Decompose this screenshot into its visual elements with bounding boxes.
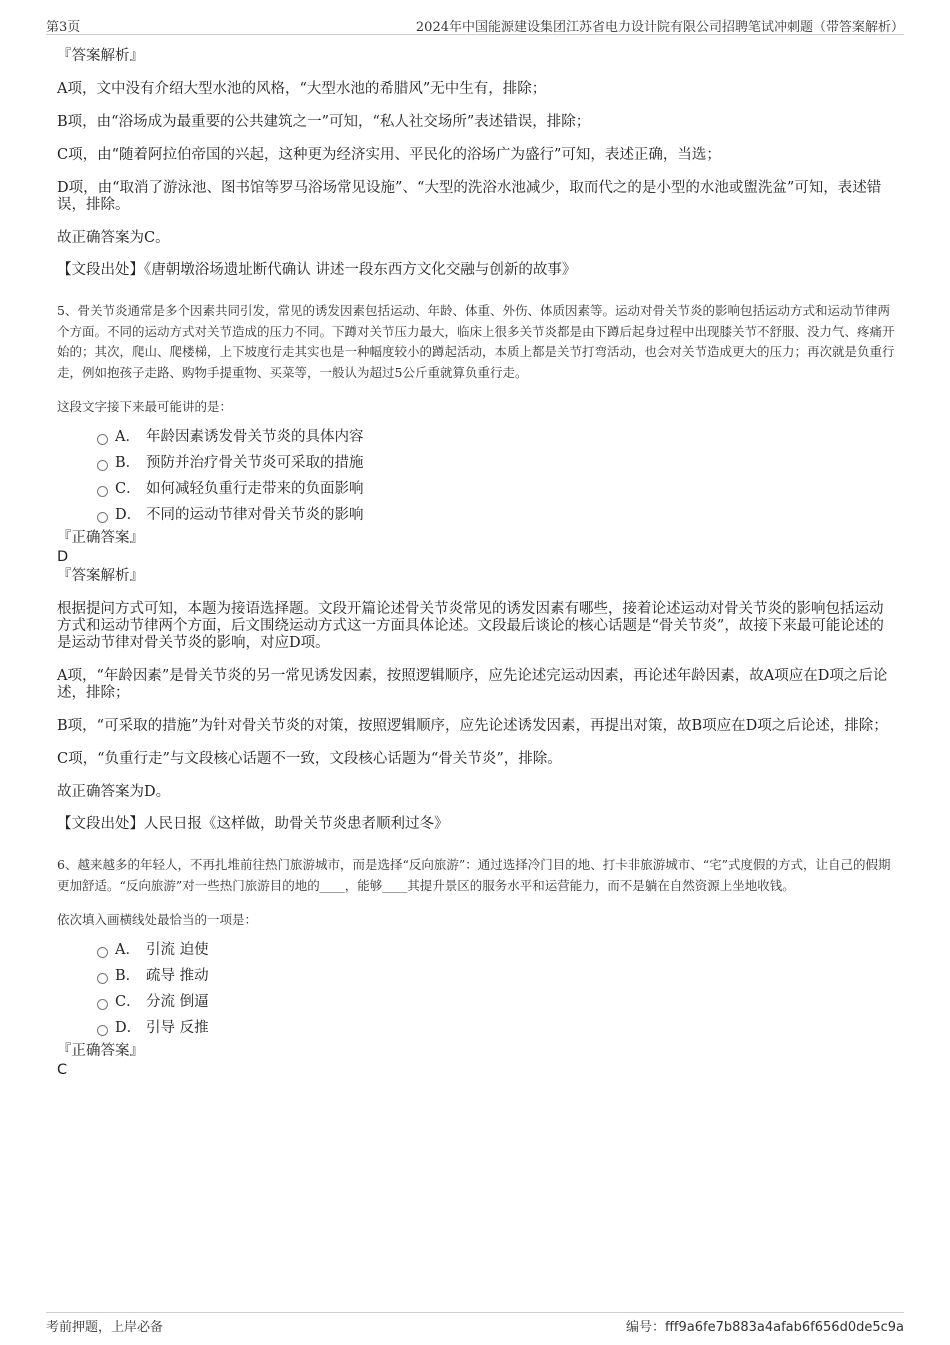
radio-button-icon[interactable] [97,947,108,958]
option-letter: C． [115,481,141,497]
prev-analysis-point-c: C项，由“随着阿拉伯帝国的兴起，这种更为经济实用、平民化的浴场广为盛行”可知，表述正确，当选； [57,147,721,163]
serial-number [626,1316,904,1335]
prev-conclusion: 故正确答案为C。 [57,230,170,246]
q6-option-d[interactable] [57,1020,897,1046]
q6-answer-label: 『正确答案』 [57,1043,144,1059]
prev-analysis-point-d: D项，由“取消了游泳池、图书馆等罗马浴场常见设施”、“大型的洗浴水池减少，取而代之的是小型的水池或盥洗盆”可知，表述错误，排除。 [57,180,882,213]
option-text: 分流 倒逼 [146,994,209,1010]
q6-option-c[interactable] [57,994,897,1020]
q5-analysis-a: A项，“年龄因素”是骨关节炎的另一常见诱发因素，按照逻辑顺序，应先论述完运动因素，再论述年龄因素，故A项应在D项之后论述，排除； [57,668,888,701]
option-text: 引流 迫使 [146,942,209,958]
option-letter: C． [115,994,141,1010]
page-header [46,14,904,35]
option-letter: A． [115,942,140,958]
radio-button-icon[interactable] [97,1025,108,1036]
option-letter: B． [115,968,141,984]
q5-conclusion: 故正确答案为D。 [57,784,171,800]
document-body [57,48,897,1079]
q5-answer-label: 『正确答案』 [57,530,144,546]
page-footer [46,1312,904,1335]
q5-analysis-c: C项，“负重行走”与文段核心话题不一致，文段核心话题为“骨关节炎”，排除。 [57,751,562,767]
option-letter: A． [115,429,140,445]
document-title: 2024年中国能源建设集团江苏省电力设计院有限公司招聘笔试冲刺题（带答案解析） [415,20,904,35]
q6-stem: 6、越来越多的年轻人，不再扎堆前往热门旅游城市，而是选择“反向旅游”：通过选择冷门目的地、打卡非旅游城市、“宅”式度假的方式，让自己的假期更加舒适。“反向旅游”对一些热门旅游目的地的____，能够____其提升景区的服务水平和运营能力，而不是躺在自然资源上坐地收钱。 [57,857,891,893]
serial-label: 编号： [625,1320,665,1335]
option-letter: D． [115,507,142,523]
prev-analysis-point-b: B项，由“浴场成为最重要的公共建筑之一”可知，“私人社交场所”表述错误，排除； [57,114,591,130]
page-number: 第3页 [46,20,81,35]
radio-button-icon[interactable] [97,460,108,471]
prev-analysis-point-a: A项，文中没有介绍大型水池的风格，“大型水池的希腊风”无中生有，排除； [57,81,547,97]
radio-button-icon[interactable] [97,512,108,523]
option-text: 不同的运动节律对骨关节炎的影响 [146,507,364,523]
q5-answer: D [57,549,69,565]
option-text: 年龄因素诱发骨关节炎的具体内容 [146,429,364,445]
q6-options [57,942,897,1046]
radio-button-icon[interactable] [97,486,108,497]
q5-source: 【文段出处】人民日报《这样做，助骨关节炎患者顺利过冬》 [57,816,449,832]
q5-analysis-label: 『答案解析』 [57,568,144,584]
q6-option-b[interactable] [57,968,897,994]
q5-option-a[interactable] [57,429,897,455]
prev-analysis-label: 『答案解析』 [57,48,144,64]
q6-answer: C [57,1062,68,1078]
q6-prompt: 依次填入画横线处最恰当的一项是： [57,912,258,927]
footer-slogan: 考前押题，上岸必备 [46,1320,164,1335]
radio-button-icon[interactable] [97,999,108,1010]
radio-button-icon[interactable] [97,434,108,445]
q6-option-a[interactable] [57,942,897,968]
q5-option-d[interactable] [57,507,897,533]
q5-option-c[interactable] [57,481,897,507]
option-text: 引导 反推 [146,1020,209,1036]
q5-option-b[interactable] [57,455,897,481]
q5-options [57,429,897,533]
serial-code: fff9a6fe7b883a4afab6f656d0de5c9a [664,1320,904,1335]
option-text: 疏导 推动 [146,968,209,984]
radio-button-icon[interactable] [97,973,108,984]
q5-analysis-b: B项，“可采取的措施”为针对骨关节炎的对策，按照逻辑顺序，应先论述诱发因素，再提出对策，故B项应在D项之后论述，排除； [57,718,888,734]
option-letter: B． [115,455,141,471]
option-text: 预防并治疗骨关节炎可采取的措施 [146,455,364,471]
option-text: 如何减轻负重行走带来的负面影响 [146,481,364,497]
q5-prompt: 这段文字接下来最可能讲的是： [57,399,233,414]
option-letter: D． [115,1020,142,1036]
q5-stem: 5、骨关节炎通常是多个因素共同引发，常见的诱发因素包括运动、年龄、体重、外伤、体质因素等。运动对骨关节炎的影响包括运动方式和运动节律两个方面。不同的运动方式对关节造成的压力不同。下蹲对关节压力最大，临床上很多关节炎都是由下蹲后起身过程中出现膝关节不舒服、没力气、疼痛开始的；其次，爬山、爬楼梯，上下坡度行走其实也是一种幅度较小的蹲起活动，本质上都是关节打弯活动，也会对关节造成更大的压力；再次就是负重行走，例如抱孩子走路、购物手提重物、买菜等，一般认为超过5公斤重就算负重行走。 [57,303,895,380]
q5-analysis-main: 根据提问方式可知，本题为接语选择题。文段开篇论述骨关节炎常见的诱发因素有哪些，接着论述运动对骨关节炎的影响包括运动方式和运动节律两个方面，后文围绕运动方式这一方面具体论述。文段最后谈论的核心话题是“骨关节炎”，故接下来最可能论述的是运动节律对骨关节炎的影响，对应D项。 [57,601,884,651]
prev-source: 【文段出处】《唐朝墩浴场遗址断代确认 讲述一段东西方文化交融与创新的故事》 [57,262,577,278]
